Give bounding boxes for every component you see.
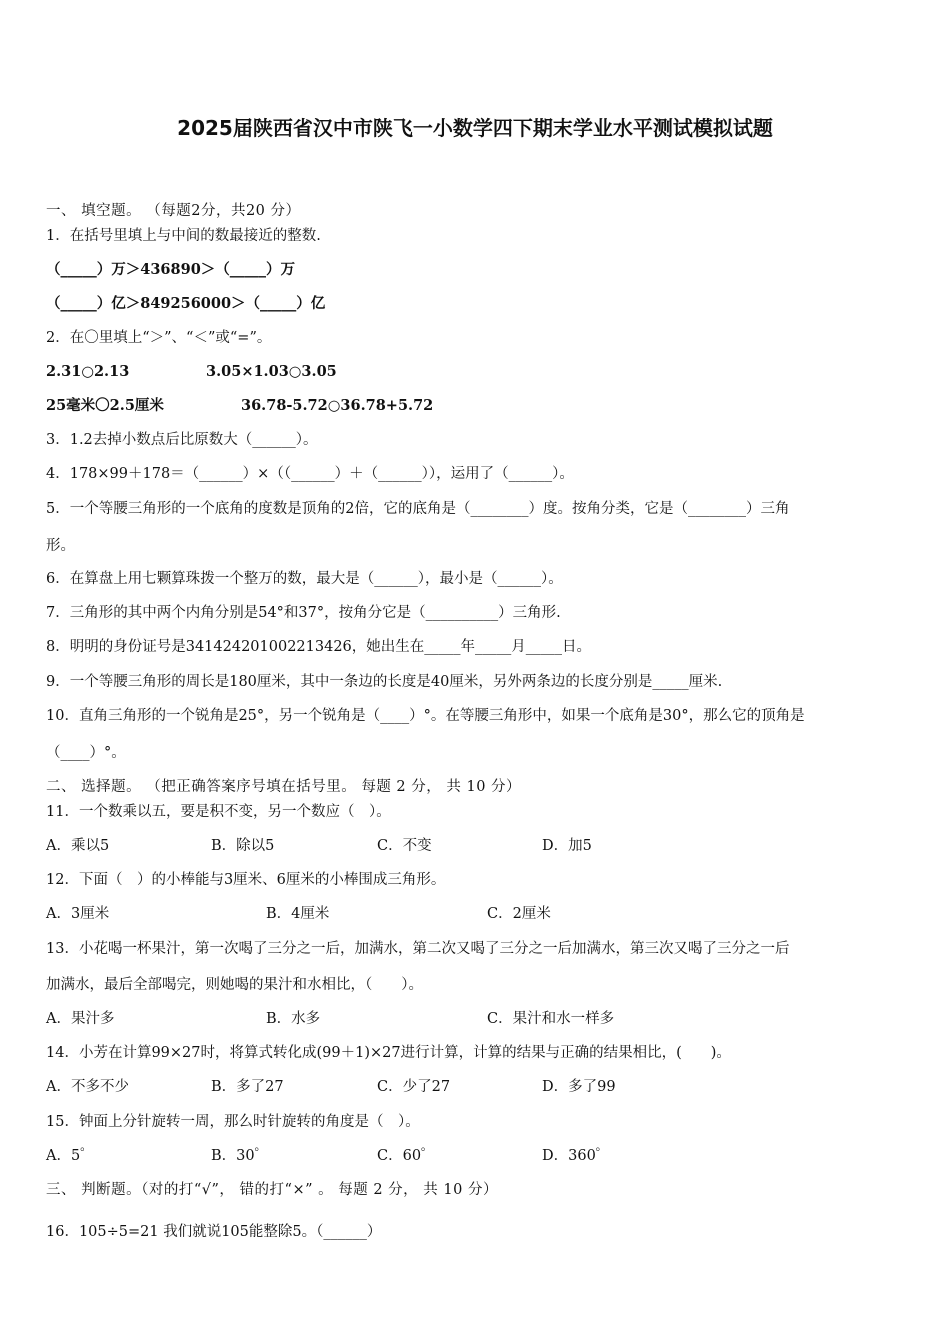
question-12-option-a[interactable]: A．3厘米 — [46, 906, 110, 922]
question-14-stem: 14．小芳在计算99×27时，将算式转化成(99＋1)×27进行计算，计算的结果与正确的结果相比，( )。 — [46, 1045, 731, 1061]
question-11-option-c[interactable]: C．不变 — [377, 838, 432, 854]
question-14-option-c[interactable]: C．少了27 — [377, 1079, 451, 1095]
question-14-option-d[interactable]: D．多了99 — [542, 1079, 616, 1095]
question-10-line-2: （____）°。 — [46, 745, 126, 761]
question-4: 4．178×99＋178＝（______）×（（______）＋（______）），运用了（______）。 — [46, 466, 574, 482]
section-fill-in-header: 一、 填空题。 （每题2分，共20 分） — [46, 203, 301, 219]
question-1-line-a: （_____）万＞436890＞（_____）万 — [46, 261, 296, 278]
question-15-option-b[interactable]: B．30゜ — [211, 1148, 270, 1164]
question-14-option-b[interactable]: B．多了27 — [211, 1079, 284, 1095]
question-12-stem: 12．下面（ ）的小棒能与3厘米、6厘米的小棒围成三角形。 — [46, 872, 446, 888]
question-16: 16．105÷5=21 我们就说105能整除5。（______） — [46, 1224, 382, 1240]
section-judge-header: 三、 判断题。（对的打“√”， 错的打“×” 。 每题 2 分， 共 10 分） — [46, 1182, 498, 1198]
question-13-option-c[interactable]: C．果汁和水一样多 — [487, 1011, 615, 1027]
question-12-option-b[interactable]: B．4厘米 — [266, 906, 330, 922]
question-15-stem: 15．钟面上分针旋转一周，那么时针旋转的角度是（ ）。 — [46, 1114, 420, 1130]
question-2-item-b1: 25毫米〇2.5厘米 — [46, 397, 164, 414]
question-8: 8．明明的身份证号是341424201002213426，她出生在_____年_____月_____日。 — [46, 639, 592, 655]
question-2-item-a1: 2.31○2.13 — [46, 363, 130, 380]
question-2-item-a2: 3.05×1.03○3.05 — [206, 363, 337, 380]
question-2-stem: 2．在〇里填上“＞”、“＜”或“=”。 — [46, 330, 272, 346]
question-6: 6．在算盘上用七颗算珠拨一个整万的数，最大是（______），最小是（______）。 — [46, 571, 563, 587]
question-1-line-b: （_____）亿＞849256000＞（_____）亿 — [46, 295, 326, 312]
page-title: 2025届陕西省汉中市陕飞一小数学四下期末学业水平测试模拟试题 — [177, 116, 773, 140]
question-15-option-d[interactable]: D．360゜ — [542, 1148, 611, 1164]
question-11-option-d[interactable]: D．加5 — [542, 838, 592, 854]
question-5-line-2: 形。 — [46, 538, 75, 554]
section-choice-header: 二、 选择题。 （把正确答案序号填在括号里。 每题 2 分， 共 10 分） — [46, 779, 522, 795]
question-14-option-a[interactable]: A．不多不少 — [46, 1079, 129, 1095]
question-15-option-c[interactable]: C．60゜ — [377, 1148, 436, 1164]
question-3: 3．1.2去掉小数点后比原数大（______）。 — [46, 432, 318, 448]
question-9: 9．一个等腰三角形的周长是180厘米，其中一条边的长度是40厘米，另外两条边的长度分别是_____厘米. — [46, 674, 723, 690]
question-13-option-a[interactable]: A．果汁多 — [46, 1011, 115, 1027]
question-2-item-b2: 36.78-5.72○36.78+5.72 — [241, 397, 434, 414]
question-13-option-b[interactable]: B．水多 — [266, 1011, 321, 1027]
question-11-stem: 11．一个数乘以五，要是积不变，另一个数应（ ）。 — [46, 804, 391, 820]
question-7: 7．三角形的其中两个内角分别是54°和37°，按角分它是（__________）三角形. — [46, 605, 561, 621]
question-13-line-1: 13．小花喝一杯果汁，第一次喝了三分之一后，加满水，第二次又喝了三分之一后加满水，第三次又喝了三分之一后 — [46, 941, 790, 957]
question-13-line-2: 加满水，最后全部喝完，则她喝的果汁和水相比，（ ）。 — [46, 977, 423, 993]
question-11-option-a[interactable]: A．乘以5 — [46, 838, 110, 854]
question-15-option-a[interactable]: A．5゜ — [46, 1148, 95, 1164]
question-5-line-1: 5．一个等腰三角形的一个底角的度数是顶角的2倍，它的底角是（________）度。按角分类，它是（________）三角 — [46, 501, 790, 517]
question-1-stem: 1．在括号里填上与中间的数最接近的整数. — [46, 228, 321, 244]
question-12-option-c[interactable]: C．2厘米 — [487, 906, 551, 922]
question-10-line-1: 10．直角三角形的一个锐角是25°，另一个锐角是（____）°。在等腰三角形中，如果一个底角是30°，那么它的顶角是 — [46, 708, 805, 724]
question-11-option-b[interactable]: B．除以5 — [211, 838, 275, 854]
